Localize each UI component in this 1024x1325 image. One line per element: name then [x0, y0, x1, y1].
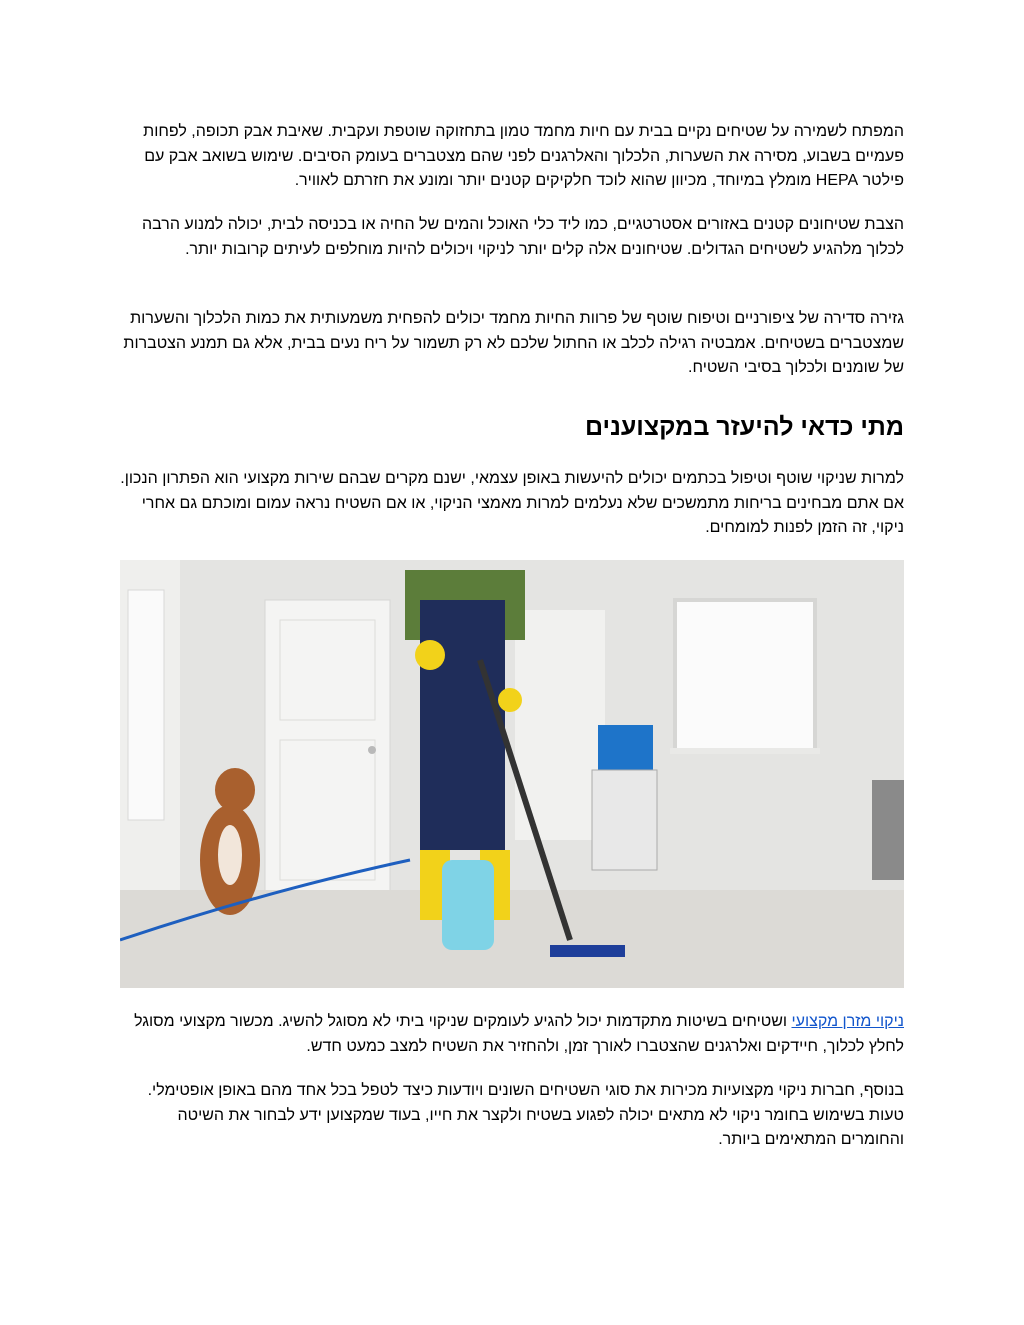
cleaning-illustration	[120, 560, 904, 988]
paragraph-mattress-link: ניקוי מזרן מקצועי ושטיחים בשיטות מתקדמות יכול להגיע לעומקים שניקוי ביתי לא מסוגל להשיג. מכשור מקצועי מסוגל לחלץ לכלוך, חיידקים ואלרגנים שהצטברו לאורך זמן, ולהחזיר את השטיח למצב כמעט חדש.	[134, 1013, 904, 1055]
paragraph-grooming: גזירה סדירה של ציפורניים וטיפוח שוטף של פרוות החיות מחמד יכולים להפחית משמעותית את כמות הלכלוך והשערות שמצטברים בשטיחים. אמבטיה רגילה לכלב או החתול שלכם לא רק תשמור על ריח נעים בבית, אלא גם תמנע הצטברות של שומנים ולכלוך בסיבי השטיח.	[123, 310, 904, 376]
paragraph-small-rugs: הצבת שטיחונים קטנים באזורים אסטרטגיים, כמו ליד כלי האוכל והמים של החיה או בכניסה לבית, יכולה למנוע הרבה לכלוך מלהגיע לשטיחים הגדולים. שטיחונים אלה קלים יותר לניקוי ויכולים להיות מוחלפים לעיתים קרובות יותר.	[142, 216, 904, 258]
paragraph-companies: בנוסף, חברות ניקוי מקצועיות מכירות את סוגי השטיחים השונים ויודעות כיצד לטפל בכל אחד מהם באופן אופטימלי. טעות בשימוש בחומר ניקוי לא מתאים יכולה לפגוע בשטיח ולקצר את חייו, בעוד שמקצוען ידע לבחור את השיטה והחומרים המתאימים ביותר.	[147, 1082, 904, 1148]
paragraph-hepa: המפתח לשמירה על שטיחים נקיים בבית עם חיות מחמד טמון בתחזוקה שוטפת ועקבית. שאיבת אבק תכופה, לפחות פעמיים בשבוע, מסירה את השערות, הלכלוך והאלרגנים לפני שהם מצטברים בעומק הסיבים. שימוש בשואב אבק עם פילטר HEPA מומלץ במיוחד, מכיוון שהוא לוכד חלקיקים קטנים יותר ומונע את חזרתם לאוויר.	[143, 123, 904, 189]
paragraph-professionals: למרות שניקוי שוטף וטיפול בכתמים יכולים להיעשות באופן עצמאי, ישנם מקרים שבהם שירות מקצועי הוא הפתרון הנכון. אם אתם מבחינים בריחות מתמשכים שלא נעלמים למרות מאמצי הניקוי, או אם השטיח נראה עמום ומוכתם גם אחרי ניקוי, זה הזמן לפנות למומחים.	[120, 470, 904, 536]
section-heading: מתי כדאי להיעזר במקצוענים	[585, 413, 904, 441]
mattress-cleaning-link[interactable]: ניקוי מזרן מקצועי	[791, 1013, 904, 1030]
